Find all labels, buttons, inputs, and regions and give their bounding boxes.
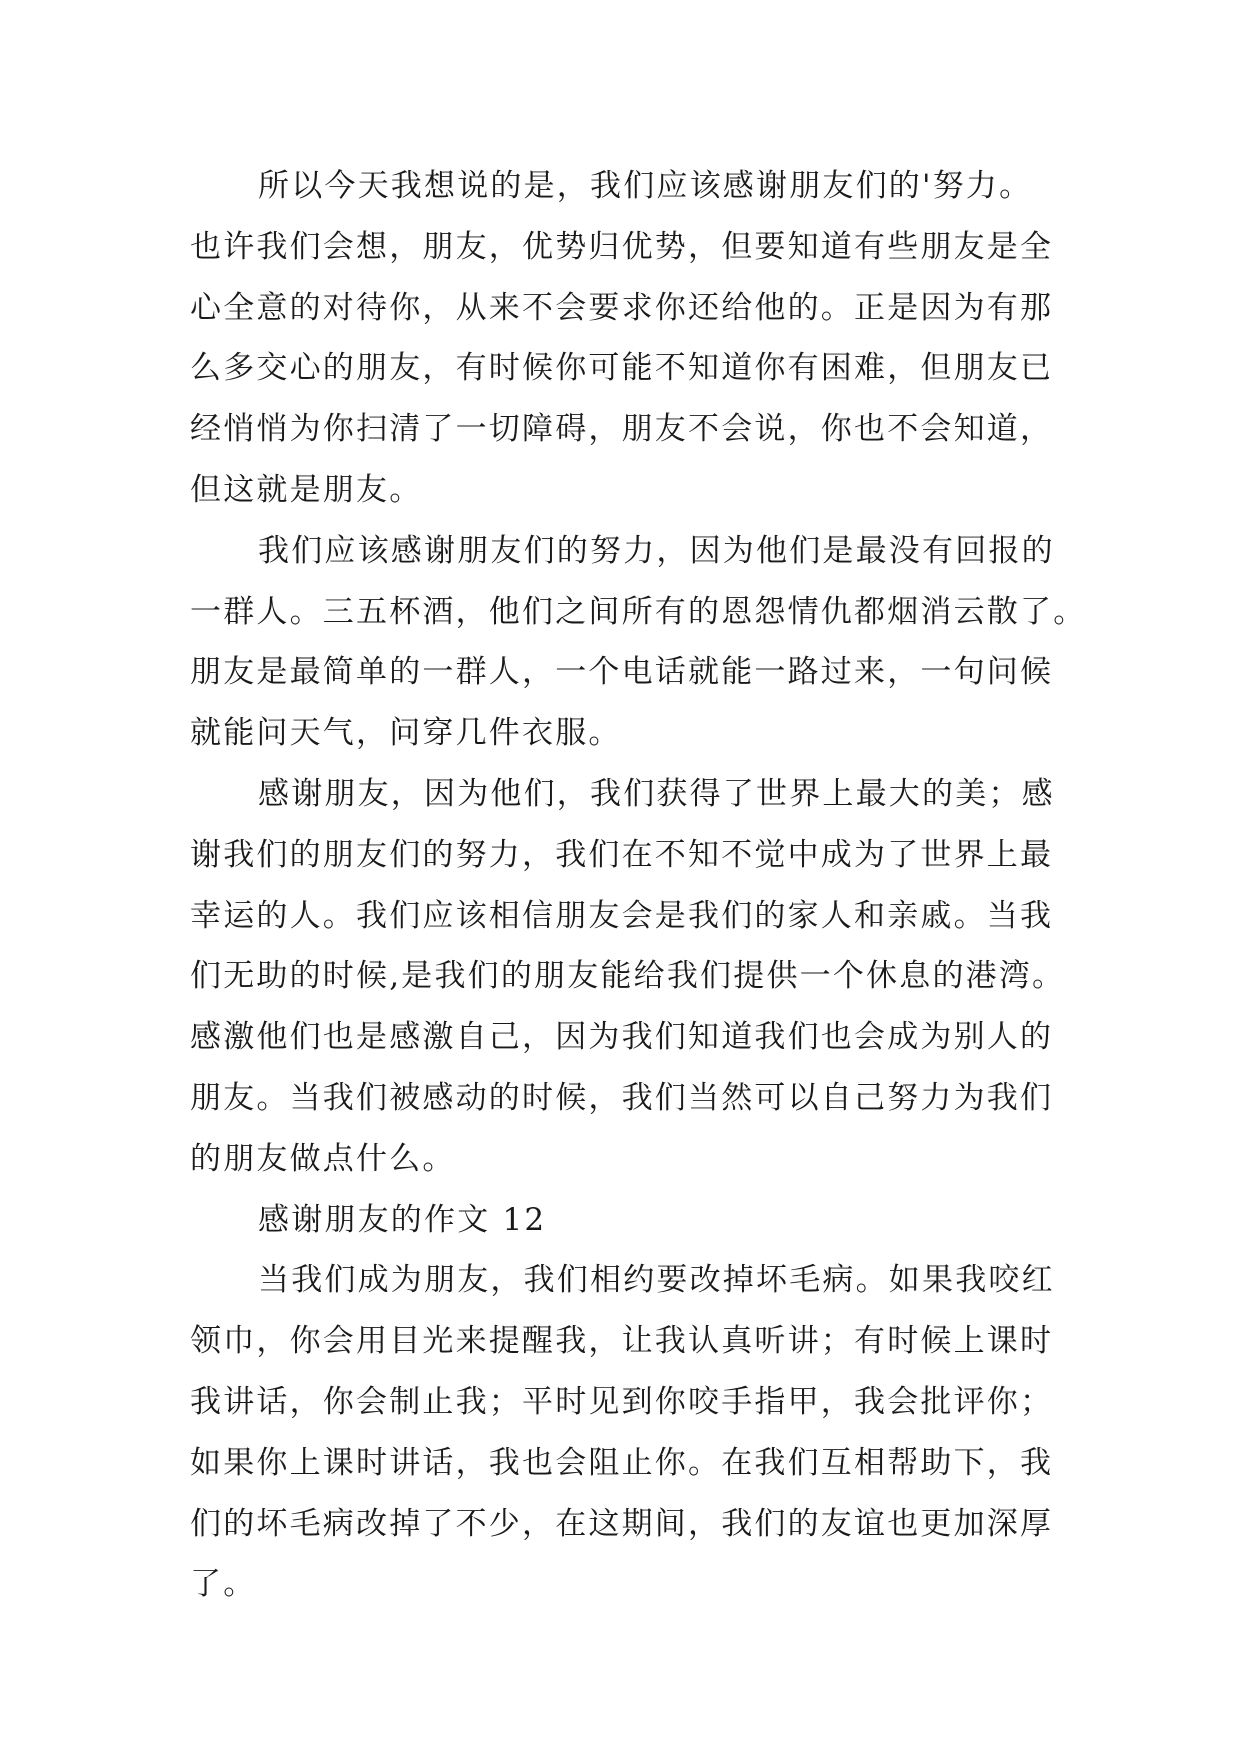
paragraph-line: 们的坏毛病改掉了不少，在这期间，我们的友谊也更加深厚 <box>190 1505 1054 1542</box>
paragraph-line: 的朋友做点什么。 <box>190 1140 456 1177</box>
paragraph-line: 们无助的时候,是我们的朋友能给我们提供一个休息的港湾。 <box>190 958 1066 995</box>
paragraph-line: 我们应该感谢朋友们的努力，因为他们是最没有回报的 <box>258 532 1055 569</box>
paragraph-line: 当我们成为朋友，我们相约要改掉坏毛病。如果我咬红 <box>258 1262 1055 1299</box>
paragraph-line: 所以今天我想说的是，我们应该感谢朋友们的'努力。 <box>258 168 1033 204</box>
document-body <box>190 156 1087 1615</box>
paragraph-line: 心全意的对待你，从来不会要求你还给他的。正是因为有那 <box>190 289 1054 326</box>
paragraph-line: 谢我们的朋友们的努力，我们在不知不觉中成为了世界上最 <box>190 836 1054 873</box>
paragraph-line: 感激他们也是感激自己，因为我们知道我们也会成为别人的 <box>190 1019 1054 1056</box>
paragraph-line: 朋友是最简单的一群人，一个电话就能一路过来，一句问候 <box>190 654 1054 691</box>
paragraph-line: 也许我们会想，朋友，优势归优势，但要知道有些朋友是全 <box>190 228 1054 265</box>
paragraph-line: 就能问天气，问穿几件衣服。 <box>190 715 622 752</box>
paragraph-line: 但这就是朋友。 <box>190 471 423 508</box>
paragraph-line: 感谢朋友，因为他们，我们获得了世界上最大的美；感 <box>258 775 1055 812</box>
paragraph-line: 如果你上课时讲话，我也会阻止你。在我们互相帮助下，我 <box>190 1444 1054 1481</box>
paragraph-line: 朋友。当我们被感动的时候，我们当然可以自己努力为我们 <box>190 1079 1054 1116</box>
paragraph-line: 一群人。三五杯酒，他们之间所有的恩怨情仇都烟消云散了。 <box>190 593 1087 630</box>
paragraph-4 <box>190 1250 1070 1615</box>
paragraph-line: 领巾，你会用目光来提醒我，让我认真听讲；有时候上课时 <box>190 1323 1054 1360</box>
paragraph-1 <box>190 156 1070 521</box>
paragraph-line: 了。 <box>190 1566 257 1603</box>
paragraph-line: 幸运的人。我们应该相信朋友会是我们的家人和亲戚。当我 <box>190 897 1054 934</box>
paragraph-line: 经悄悄为你扫清了一切障碍，朋友不会说，你也不会知道， <box>190 411 1054 448</box>
section-heading: 感谢朋友的作文 12 <box>258 1201 547 1238</box>
paragraph-3 <box>190 764 1070 1190</box>
paragraph-2 <box>190 521 1087 764</box>
paragraph-line: 我讲话，你会制止我；平时见到你咬手指甲，我会批评你； <box>190 1383 1054 1420</box>
paragraph-line: 么多交心的朋友，有时候你可能不知道你有困难，但朋友已 <box>190 350 1054 387</box>
